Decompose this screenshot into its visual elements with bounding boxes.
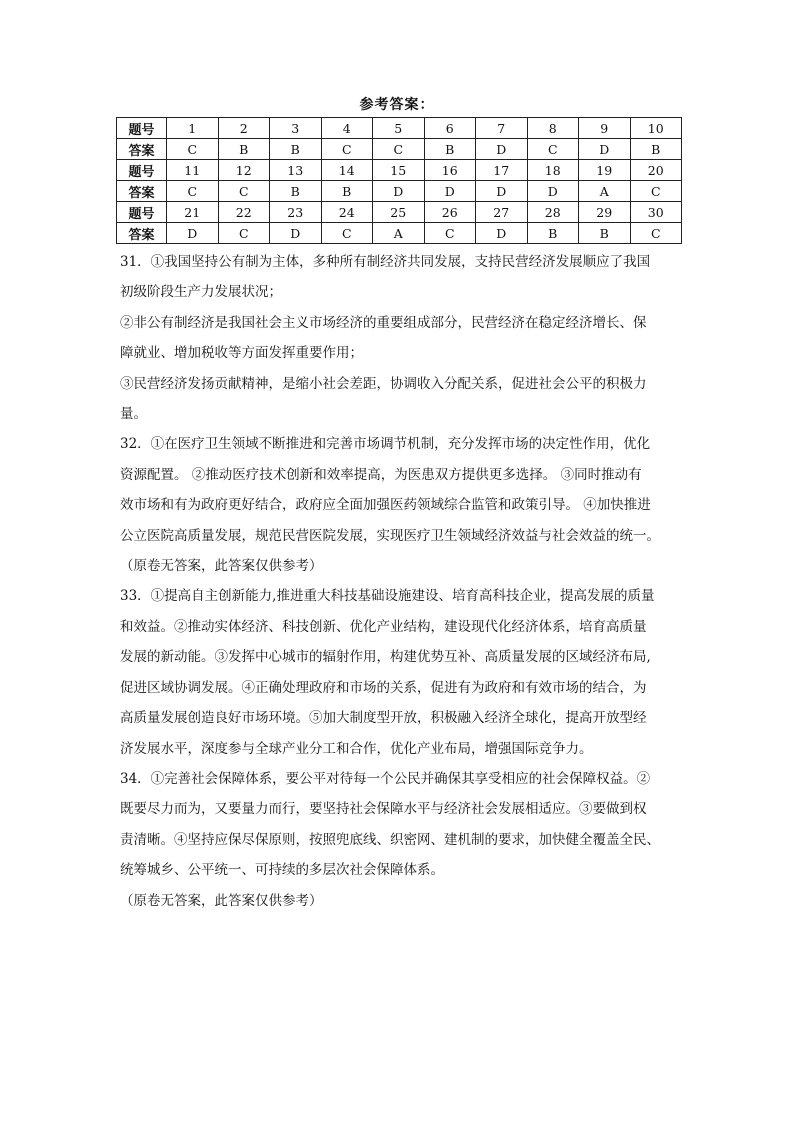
- table-cell: C: [321, 139, 373, 160]
- table-cell: 26: [424, 202, 476, 223]
- table-cell: C: [321, 223, 373, 244]
- table-cell: A: [579, 181, 631, 202]
- table-cell: 13: [270, 160, 322, 181]
- table-cell: 30: [630, 202, 682, 223]
- table-cell: 25: [373, 202, 425, 223]
- table-cell: C: [218, 223, 270, 244]
- text-line: 和效益。②推动实体经济、科技创新、优化产业结构，建设现代化经济体系，培育高质量: [120, 618, 647, 635]
- table-cell: 2: [218, 118, 270, 139]
- table-cell: B: [270, 181, 322, 202]
- table-cell: D: [167, 223, 219, 244]
- row-header-cell: 答案: [117, 181, 167, 202]
- text-line: 33．①提高自主创新能力,推进重大科技基础设施建设、培育高科技企业，提高发展的质量: [120, 588, 655, 605]
- table-cell: 9: [579, 118, 631, 139]
- text-line: ③民营经济发扬贡献精神，是缩小社会差距，协调收入分配关系，促进社会公平的积极力: [120, 375, 647, 392]
- table-cell: C: [218, 181, 270, 202]
- table-cell: 21: [167, 202, 219, 223]
- table-cell: A: [373, 223, 425, 244]
- table-cell: D: [476, 223, 528, 244]
- answer-table: [116, 117, 682, 244]
- table-cell: D: [579, 139, 631, 160]
- text-line: 31．①我国坚持公有制为主体，多种所有制经济共同发展，支持民营经济发展顺应了我国: [120, 254, 651, 270]
- table-cell: 28: [527, 202, 579, 223]
- table-cell: C: [630, 181, 682, 202]
- text-line: 效市场和有为政府更好结合，政府应全面加强医药领域综合监管和政策引导。 ④加快推进: [120, 497, 651, 514]
- table-cell: B: [270, 139, 322, 160]
- table-cell: 24: [321, 202, 373, 223]
- table-cell: 20: [630, 160, 682, 181]
- table-cell: D: [373, 181, 425, 202]
- answer-key-title: 参考答案：: [359, 97, 435, 113]
- text-line: 障就业、增加税收等方面发挥重要作用；: [120, 345, 363, 362]
- text-line: （原卷无答案，此答案仅供参考）: [120, 558, 323, 575]
- table-cell: D: [424, 181, 476, 202]
- table-cell: D: [270, 223, 322, 244]
- table-cell: C: [527, 139, 579, 160]
- table-cell: B: [630, 139, 682, 160]
- row-header-cell: 题号: [117, 202, 167, 223]
- table-cell: 19: [579, 160, 631, 181]
- table-row: [117, 223, 682, 244]
- table-cell: 11: [167, 160, 219, 181]
- table-cell: C: [167, 181, 219, 202]
- table-row: [117, 181, 682, 202]
- table-cell: C: [424, 223, 476, 244]
- row-header-cell: 答案: [117, 223, 167, 244]
- text-line: 公立医院高质量发展，规范民营医院发展，实现医疗卫生领域经济效益与社会效益的统一。: [120, 527, 660, 544]
- table-cell: D: [476, 139, 528, 160]
- text-line: 统筹城乡、公平统一、可持续的多层次社会保障体系。: [120, 862, 444, 879]
- table-cell: 5: [373, 118, 425, 139]
- table-row: [117, 118, 682, 139]
- table-row: [117, 139, 682, 160]
- text-line: 32．①在医疗卫生领域不断推进和完善市场调节机制，充分发挥市场的决定性作用，优化: [120, 436, 651, 453]
- table-cell: 8: [527, 118, 579, 139]
- row-header-cell: 答案: [117, 139, 167, 160]
- table-cell: D: [527, 181, 579, 202]
- table-cell: 22: [218, 202, 270, 223]
- table-cell: 14: [321, 160, 373, 181]
- table-cell: 6: [424, 118, 476, 139]
- table-cell: 27: [476, 202, 528, 223]
- table-cell: 10: [630, 118, 682, 139]
- text-line: 济发展水平，深度参与全球产业分工和合作，优化产业布局，增强国际竞争力。: [120, 740, 593, 757]
- table-cell: C: [167, 139, 219, 160]
- table-cell: 17: [476, 160, 528, 181]
- text-line: （原卷无答案，此答案仅供参考）: [120, 892, 323, 909]
- table-row: [117, 202, 682, 223]
- text-line: 促进区域协调发展。④正确处理政府和市场的关系，促进有为政府和有效市场的结合，为: [120, 679, 647, 696]
- table-cell: B: [321, 181, 373, 202]
- table-cell: 23: [270, 202, 322, 223]
- table-cell: 12: [218, 160, 270, 181]
- table-cell: C: [373, 139, 425, 160]
- table-cell: 15: [373, 160, 425, 181]
- table-cell: B: [424, 139, 476, 160]
- table-cell: 1: [167, 118, 219, 139]
- text-line: ②非公有制经济是我国社会主义市场经济的重要组成部分，民营经济在稳定经济增长、保: [120, 314, 647, 331]
- text-line: 量。: [120, 406, 147, 423]
- answer-text-block: [120, 247, 694, 916]
- table-cell: 16: [424, 160, 476, 181]
- text-line: 既要尽力而为，又要量力而行，要坚持社会保障水平与经济社会发展相适应。③要做到权: [120, 801, 647, 818]
- table-cell: B: [527, 223, 579, 244]
- table-cell: 18: [527, 160, 579, 181]
- table-cell: B: [579, 223, 631, 244]
- table-cell: 29: [579, 202, 631, 223]
- table-row: [117, 160, 682, 181]
- table-cell: C: [630, 223, 682, 244]
- text-line: 资源配置。 ②推动医疗技术创新和效率提高，为医患双方提供更多选择。 ③同时推动有: [120, 466, 642, 483]
- text-line: 34．①完善社会保障体系，要公平对待每一个公民并确保其享受相应的社会保障权益。②: [120, 770, 651, 787]
- table-cell: 3: [270, 118, 322, 139]
- text-line: 责清晰。④坚持应保尽保原则，按照兜底线、织密网、建机制的要求，加快健全覆盖全民、: [120, 831, 660, 848]
- table-cell: B: [218, 139, 270, 160]
- text-line: 发展的新动能。③发挥中心城市的辐射作用，构建优势互补、高质量发展的区域经济布局,: [120, 649, 651, 666]
- text-line: 初级阶段生产力发展状况；: [120, 284, 282, 301]
- table-cell: 4: [321, 118, 373, 139]
- row-header-cell: 题号: [117, 160, 167, 181]
- row-header-cell: 题号: [117, 118, 167, 139]
- text-line: 高质量发展创造良好市场环境。⑤加大制度型开放，积极融入经济全球化，提高开放型经: [120, 710, 647, 727]
- table-cell: D: [476, 181, 528, 202]
- table-cell: 7: [476, 118, 528, 139]
